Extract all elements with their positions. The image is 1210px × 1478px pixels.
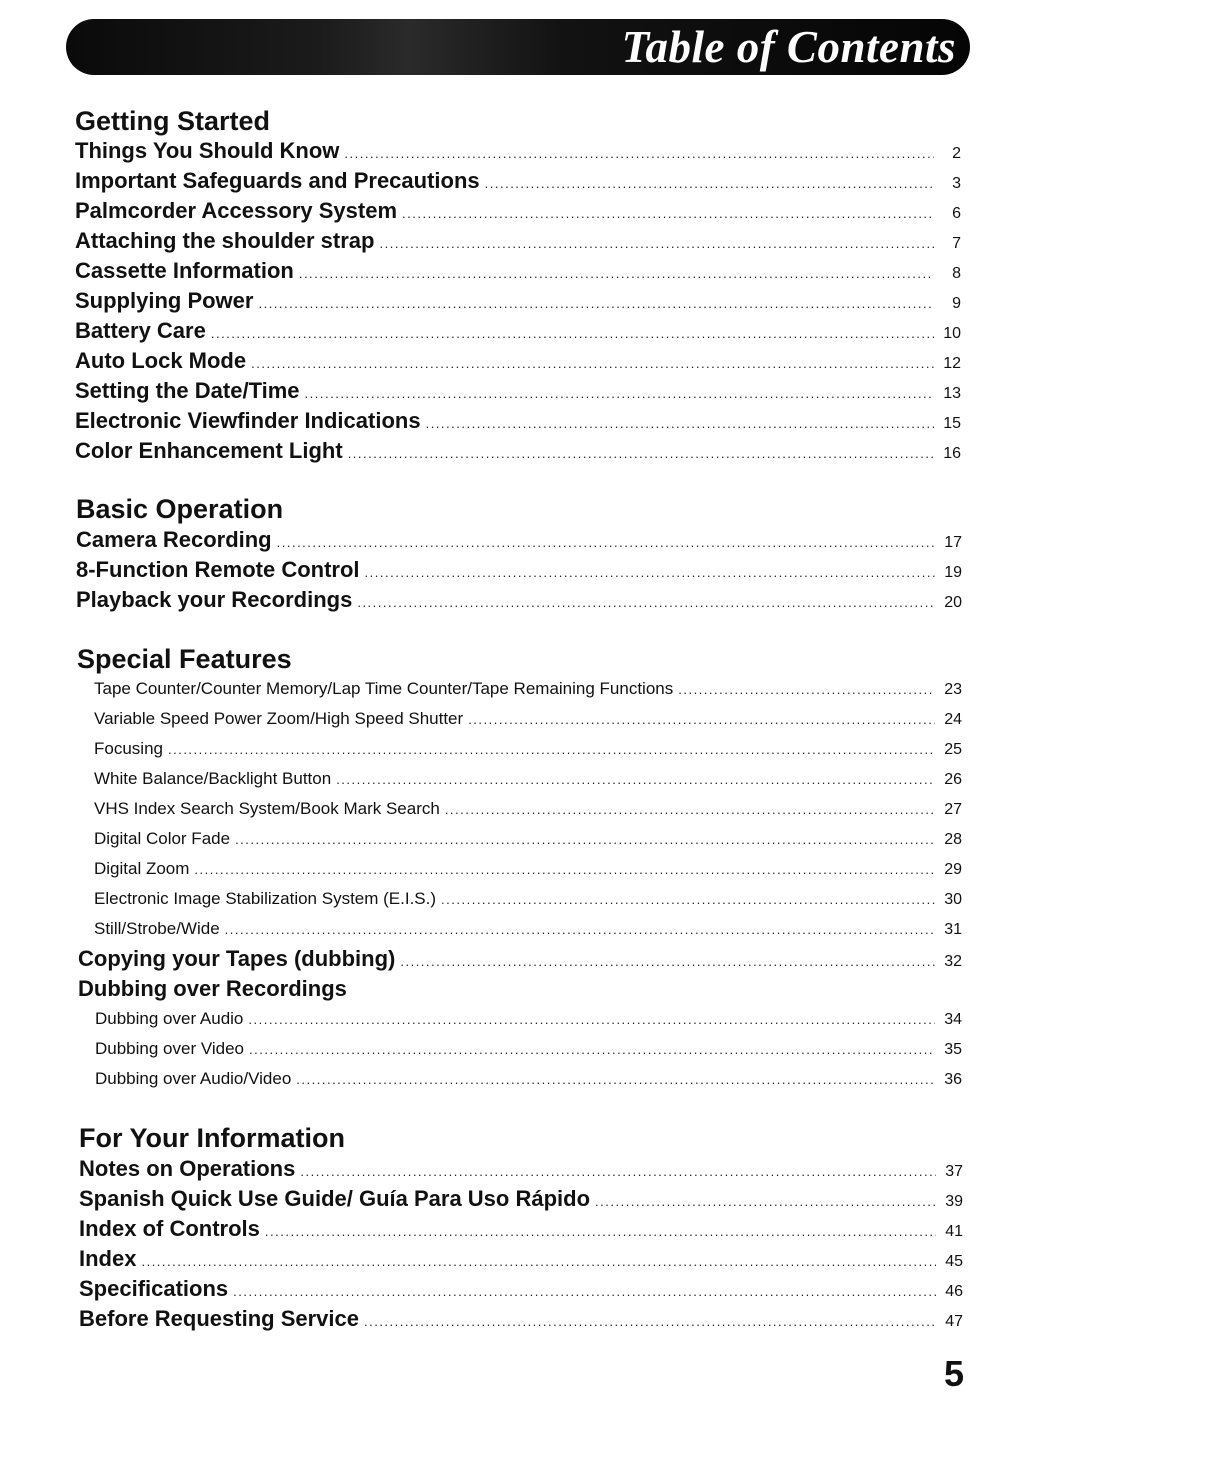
toc-entry-label: Palmcorder Accessory System <box>75 198 398 223</box>
title-banner <box>66 19 970 75</box>
toc-entry-label: 8-Function Remote Control <box>76 557 360 582</box>
toc-entry-page: 27 <box>944 801 962 818</box>
leader-dots <box>445 802 935 817</box>
toc-entry-page: 3 <box>952 175 961 192</box>
leader-dots <box>233 1284 936 1299</box>
leader-dots <box>225 922 935 937</box>
toc-entry-page: 45 <box>945 1253 963 1270</box>
toc-entry[interactable] <box>76 587 962 617</box>
toc-entry-page: 9 <box>952 295 961 312</box>
leader-dots <box>365 565 935 580</box>
toc-entry-page: 10 <box>943 325 961 342</box>
toc-entry-page: 15 <box>943 415 961 432</box>
toc-entry-label: Dubbing over Video <box>95 1039 245 1058</box>
toc-entry-label: Still/Strobe/Wide <box>94 919 220 938</box>
toc-entry-label: Battery Care <box>75 318 206 343</box>
leader-dots <box>678 682 935 697</box>
toc-entry-label: Notes on Operations <box>79 1156 296 1181</box>
toc-entry-page: 25 <box>944 741 962 758</box>
toc-entry-page: 34 <box>944 1011 962 1028</box>
toc-entry[interactable] <box>94 709 962 739</box>
toc-entry-page: 37 <box>945 1163 963 1180</box>
toc-entry-page: 46 <box>945 1283 963 1300</box>
leader-dots <box>251 356 934 371</box>
toc-entry-page: 36 <box>944 1071 962 1088</box>
toc-entry[interactable] <box>79 1306 963 1336</box>
toc-entry-page: 32 <box>944 953 962 970</box>
leader-dots <box>235 832 935 847</box>
page-number: 5 <box>944 1353 965 1394</box>
toc-entry[interactable] <box>75 408 961 438</box>
leader-dots <box>348 446 934 461</box>
toc-entry[interactable] <box>75 228 961 258</box>
toc-entry-label: Index <box>79 1246 137 1271</box>
toc-entry-page: 24 <box>944 711 962 728</box>
toc-entry-label: Attaching the shoulder strap <box>75 228 375 253</box>
toc-entry-page: 26 <box>944 771 962 788</box>
toc-entry[interactable] <box>76 557 962 587</box>
toc-entry-page: 8 <box>952 265 961 282</box>
leader-dots <box>400 954 935 969</box>
toc-entry[interactable] <box>75 348 961 378</box>
toc-entry[interactable] <box>79 1276 963 1306</box>
leader-dots <box>141 1254 936 1269</box>
leader-dots <box>485 176 934 191</box>
toc-entry-label: Playback your Recordings <box>76 587 353 612</box>
toc-entry[interactable] <box>75 198 961 228</box>
toc-entry-page: 20 <box>944 594 962 611</box>
toc-entry-page: 13 <box>943 385 961 402</box>
toc-entry[interactable] <box>94 739 962 769</box>
toc-entry-label: VHS Index Search System/Book Mark Search <box>94 799 440 818</box>
toc-entry[interactable] <box>79 1186 963 1216</box>
toc-entry-page: 28 <box>944 831 962 848</box>
toc-entry[interactable] <box>79 1156 963 1186</box>
leader-dots <box>357 595 935 610</box>
toc-entry-page: 6 <box>952 205 961 222</box>
toc-entry[interactable] <box>75 288 961 318</box>
leader-dots <box>426 416 934 431</box>
toc-entry-label: Electronic Image Stabilization System (E.I.S.) <box>94 889 437 908</box>
toc-entry-label: Spanish Quick Use Guide/ Guía Para Uso Rápido <box>79 1186 591 1211</box>
leader-dots <box>402 206 934 221</box>
toc-entry-page: 47 <box>945 1313 963 1330</box>
section-heading: Getting Started <box>75 106 271 136</box>
toc-entry-page: 16 <box>943 445 961 462</box>
toc-entry[interactable] <box>75 258 961 288</box>
toc-entry[interactable] <box>94 769 962 799</box>
leader-dots <box>336 772 935 787</box>
toc-entry-label: Camera Recording <box>76 527 272 552</box>
toc-entry-label: Electronic Viewfinder Indications <box>75 408 421 433</box>
toc-entry[interactable] <box>94 889 962 919</box>
toc-entry-label: Tape Counter/Counter Memory/Lap Time Counter/Tape Remaining Functions <box>94 679 674 698</box>
section-heading: Special Features <box>77 644 292 674</box>
leader-dots <box>468 712 935 727</box>
leader-dots <box>305 386 934 401</box>
toc-entry[interactable] <box>75 378 961 408</box>
toc-entry-label: Dubbing over Audio <box>95 1009 244 1028</box>
leader-dots <box>379 236 934 251</box>
leader-dots <box>441 892 935 907</box>
toc-entry-page: 23 <box>944 681 962 698</box>
toc-entry[interactable] <box>79 1246 963 1276</box>
toc-entry-page: 35 <box>944 1041 962 1058</box>
leader-dots <box>265 1224 936 1239</box>
toc-entry-label: Supplying Power <box>75 288 254 313</box>
toc-entry[interactable] <box>94 799 962 829</box>
toc-entry[interactable] <box>95 1069 962 1099</box>
toc-entry-label: Digital Color Fade <box>94 829 231 848</box>
leader-dots <box>296 1072 935 1087</box>
leader-dots <box>299 266 934 281</box>
toc-entry-label: Auto Lock Mode <box>75 348 247 373</box>
leader-dots <box>595 1194 936 1209</box>
toc-entry-label: Before Requesting Service <box>79 1306 359 1331</box>
toc-entry[interactable] <box>95 1009 962 1039</box>
toc-entry-label: Digital Zoom <box>94 859 190 878</box>
leader-dots <box>194 862 935 877</box>
section-heading: For Your Information <box>79 1123 345 1153</box>
toc-entry[interactable] <box>79 1216 963 1246</box>
toc-entry-page: 39 <box>945 1193 963 1210</box>
toc-entry-page: 29 <box>944 861 962 878</box>
toc-entry[interactable] <box>75 168 961 198</box>
toc-entry-page: 7 <box>952 235 961 252</box>
leader-dots <box>364 1314 936 1329</box>
leader-dots <box>300 1164 936 1179</box>
toc-entry-page: 19 <box>944 564 962 581</box>
toc-entry[interactable] <box>94 679 962 709</box>
toc-entry-label: Color Enhancement Light <box>75 438 343 463</box>
toc-entry-label: Things You Should Know <box>75 138 340 163</box>
leader-dots <box>249 1042 935 1057</box>
leader-dots <box>248 1012 935 1027</box>
toc-entry-page: 41 <box>945 1223 963 1240</box>
toc-entry-page: 31 <box>944 921 962 938</box>
page-title: Table of Contents <box>621 22 956 72</box>
toc-entry[interactable] <box>78 946 962 976</box>
toc-entry-label: Dubbing over Audio/Video <box>95 1069 292 1088</box>
toc-entry-label: Important Safeguards and Precautions <box>75 168 480 193</box>
leader-dots <box>168 742 935 757</box>
toc-entry-label: Variable Speed Power Zoom/High Speed Shutter <box>94 709 464 728</box>
leader-dots <box>211 326 934 341</box>
toc-entry[interactable] <box>94 829 962 859</box>
toc-entry[interactable] <box>94 859 962 889</box>
toc-entry-label: Cassette Information <box>75 258 294 283</box>
toc-entry-page: 2 <box>952 145 961 162</box>
leader-dots <box>277 535 935 550</box>
toc-entry[interactable] <box>94 919 962 949</box>
leader-dots <box>344 146 934 161</box>
toc-subheading[interactable] <box>78 976 962 1006</box>
toc-entry-label: Specifications <box>79 1276 229 1301</box>
toc-entry-page: 12 <box>943 355 961 372</box>
toc-entry-label: Copying your Tapes (dubbing) <box>78 946 396 971</box>
toc-entry-page: 17 <box>944 534 962 551</box>
toc-entry-label: White Balance/Backlight Button <box>94 769 332 788</box>
toc-entry-label: Dubbing over Recordings <box>78 976 347 1001</box>
toc-entry[interactable] <box>75 138 961 168</box>
toc-entry-label: Setting the Date/Time <box>75 378 300 403</box>
toc-entry[interactable] <box>95 1039 962 1069</box>
section-heading: Basic Operation <box>76 494 284 524</box>
toc-entry-page: 30 <box>944 891 962 908</box>
toc-entry[interactable] <box>75 318 961 348</box>
toc-entry[interactable] <box>76 527 962 557</box>
toc-entry-label: Focusing <box>94 739 163 758</box>
toc-entry[interactable] <box>75 438 961 468</box>
leader-dots <box>258 296 934 311</box>
toc-entry-label: Index of Controls <box>79 1216 260 1241</box>
